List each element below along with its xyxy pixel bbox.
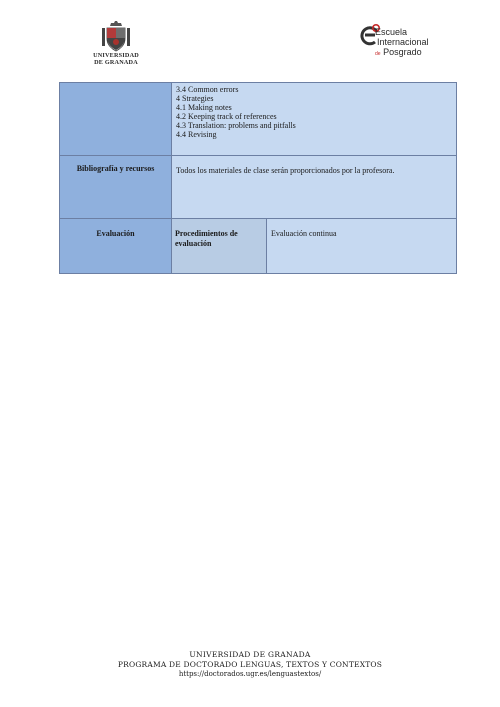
syllabus-table [59,82,457,274]
evaluation-text: Evaluación continua [271,229,337,238]
bibliography-label: Bibliografía y recursos [76,164,155,173]
contents-list-cell [172,83,457,156]
eip-logo [357,22,447,70]
table-row [60,156,457,219]
list-item: 4.1 Making notes [176,103,232,112]
bibliography-text: Todos los materiales de clase serán proporcionados por la profesora. [176,166,395,175]
table-row [60,83,457,156]
bibliography-label-cell [60,156,172,219]
ugr-logo-text-line2: DE GRANADA [94,59,138,66]
list-item: 3.4 Common errors [176,85,239,94]
evaluation-procedures-label-cell [172,219,267,274]
evaluation-label-cell [60,219,172,274]
ugr-logo [88,20,144,66]
eip-logo-line3-prefix: de [375,51,381,57]
evaluation-label: Evaluación [96,229,135,238]
list-item: 4.2 Keeping track of references [176,112,277,121]
eip-logo-line2: Internacional [377,37,429,47]
footer-program: PROGRAMA DE DOCTORADO LENGUAS, TEXTOS Y CONTEXTOS [117,660,383,669]
eip-logo-line3-word: Posgrado [383,47,422,57]
eip-logo-line3 [375,48,422,59]
table-row [60,219,457,274]
eip-logo-line1: Escuela [375,27,408,37]
row-header-empty [60,83,172,156]
bibliography-text-cell [172,156,457,219]
evaluation-procedures-label: Procedimientos de evaluación [175,229,238,248]
footer-university: UNIVERSIDAD DE GRANADA [189,650,311,659]
list-item: 4.3 Translation: problems and pitfalls [176,121,296,130]
ugr-logo-text-line1: UNIVERSIDAD [93,52,139,59]
evaluation-text-cell [267,219,457,274]
list-item: 4.4 Revising [176,130,217,139]
footer-url: https://doctorados.ugr.es/lenguastextos/ [178,670,322,678]
list-item: 4 Strategies [176,94,214,103]
ugr-crest-icon [101,20,131,52]
